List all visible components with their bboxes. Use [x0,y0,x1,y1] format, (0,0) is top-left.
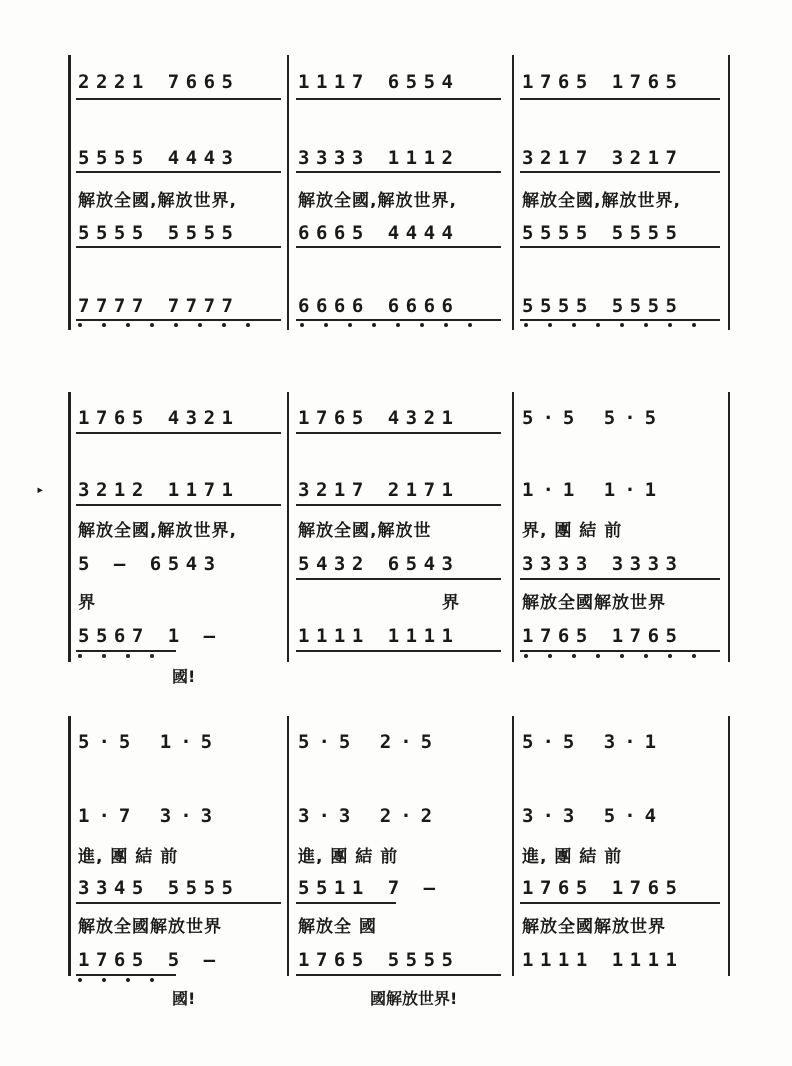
beam-underline [296,98,501,100]
measure-notes: 3·3 2·2 [298,806,442,826]
measure-notes: 5555 5555 [522,223,684,243]
measure-notes: 3212 1171 [78,480,240,500]
octave-dots [78,654,174,658]
measure-lyric: 界 [78,592,96,610]
octave-dots [78,323,270,327]
measure-lyric: 界 [442,592,460,610]
system-3 [64,716,732,1016]
lyric-tail: 國! [172,989,196,1008]
measure-notes: 5·5 2·5 [298,732,442,752]
measure-notes: 2221 7665 [78,72,240,92]
measure-notes: 5432 6543 [298,554,460,574]
margin-mark: ▸ [36,482,45,498]
measure-notes: 5567 1 — [78,626,222,646]
beam-underline [296,319,501,321]
measure-notes: 3333 3333 [522,554,684,574]
measure-notes: 1·1 1·1 [522,480,666,500]
measure-lyric: 解放全國,解放世界, [78,520,237,538]
measure-notes: 5·5 5·5 [522,408,666,428]
beam-underline [76,319,281,321]
beam-underline [296,246,501,248]
measure-notes: 6665 4444 [298,223,460,243]
beam-underline [520,319,720,321]
measure-notes: 3333 1112 [298,148,460,168]
beam-underline [296,578,501,580]
measure-notes: 5·5 1·5 [78,732,222,752]
measure-notes: 7777 7777 [78,296,240,316]
octave-dots [78,978,174,982]
measure-lyric: 解放全國,解放世界, [78,190,237,208]
beam-underline [76,974,176,976]
measure-notes: 5·5 3·1 [522,732,666,752]
beam-underline [520,98,720,100]
beam-underline [76,504,281,506]
beam-underline [296,974,501,976]
beam-underline [520,902,720,904]
beam-underline [76,650,176,652]
beam-underline [520,578,720,580]
lyric-tail: 國! [172,667,196,686]
measure-notes: 3345 5555 [78,878,240,898]
beam-underline [520,246,720,248]
beam-underline [76,902,281,904]
measure-notes: 5555 4443 [78,148,240,168]
system-1 [64,55,732,335]
beam-underline [76,246,281,248]
beam-underline [296,902,396,904]
measure-lyric: 解放全國解放世界 [78,916,222,934]
beam-underline [76,171,281,173]
measure-notes: 5511 7 — [298,878,442,898]
measure-lyric: 進, 團 結 前 [298,846,399,864]
beam-underline [296,432,501,434]
measure-notes: 1111 1111 [522,950,684,970]
measure-lyric: 進, 團 結 前 [522,846,623,864]
system-2 [64,392,732,692]
measure-notes: 3·3 5·4 [522,806,666,826]
measure-notes: 1765 1765 [522,878,684,898]
measure-lyric: 進, 團 結 前 [78,846,179,864]
measure-notes: 1765 5555 [298,950,460,970]
measure-notes: 1765 4321 [78,408,240,428]
measure-notes: 1111 1111 [298,626,460,646]
octave-dots [300,323,492,327]
measure-notes: 5555 5555 [78,223,240,243]
beam-underline [76,98,281,100]
octave-dots [524,654,716,658]
measure-notes: 6666 6666 [298,296,460,316]
measure-lyric: 解放全國,解放世界, [522,190,681,208]
beam-underline [520,650,720,652]
measure-lyric: 解放全國解放世界 [522,592,666,610]
measure-lyric: 解放全 國 [298,916,377,934]
measure-notes: 1·7 3·3 [78,806,222,826]
measure-notes: 1765 1765 [522,72,684,92]
beam-underline [520,171,720,173]
octave-dots [524,323,716,327]
beam-underline [296,171,501,173]
measure-lyric: 解放全國解放世界 [522,916,666,934]
measure-notes: 1765 4321 [298,408,460,428]
measure-notes: 5555 5555 [522,296,684,316]
measure-notes: 1765 1765 [522,626,684,646]
measure-notes: 3217 2171 [298,480,460,500]
measure-notes: 3217 3217 [522,148,684,168]
lyric-tail: 國解放世界! [370,989,458,1008]
beam-underline [76,432,281,434]
measure-notes: 5 — 6543 [78,554,222,574]
measure-lyric: 界, 團 結 前 [522,520,623,538]
measure-lyric: 解放全國,解放世 [298,520,432,538]
beam-underline [296,650,501,652]
measure-lyric: 解放全國,解放世界, [298,190,457,208]
measure-notes: 1765 5 — [78,950,222,970]
beam-underline [296,504,501,506]
measure-notes: 1117 6554 [298,72,460,92]
